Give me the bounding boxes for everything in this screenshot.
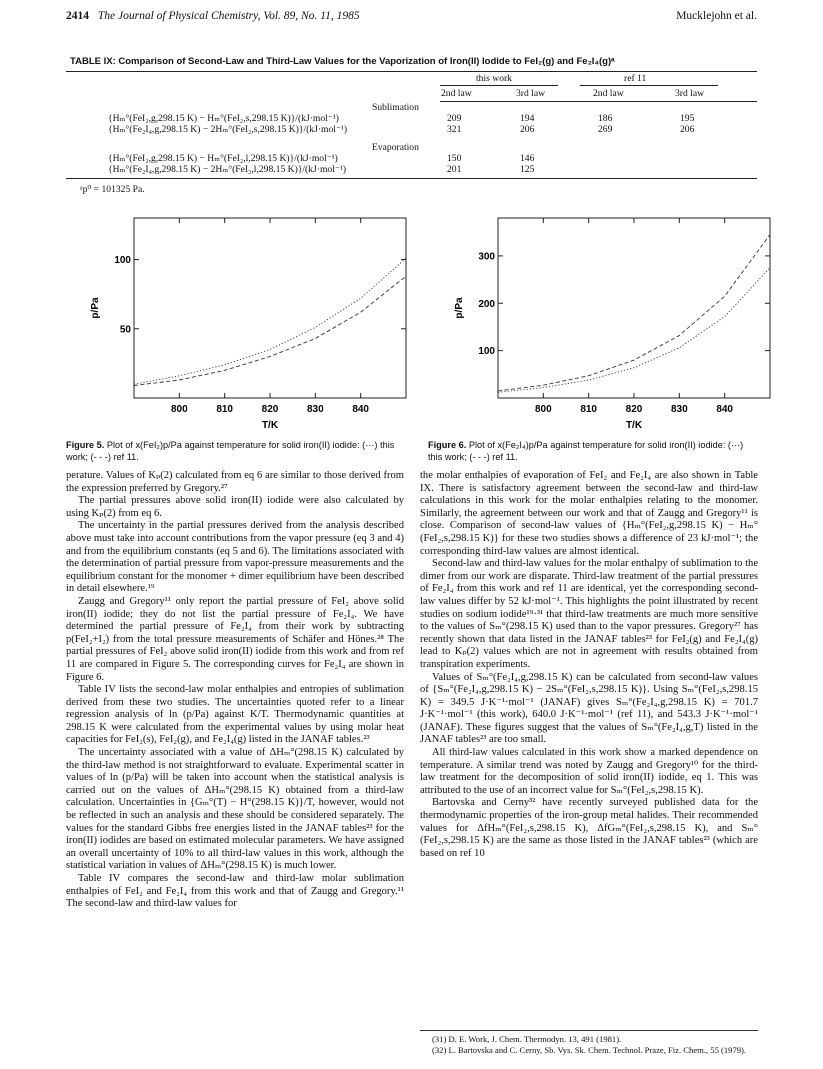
- col-header: 3rd law: [675, 88, 705, 99]
- y-tick-label: 300: [478, 251, 495, 263]
- row-label: {Hₘ°(FeI₂,g,298.15 K) − Hₘ°(FeI₂,s,298.15 K)}/(kJ·mol⁻¹): [108, 113, 339, 124]
- figure-5-caption: [66, 440, 411, 463]
- paragraph: The uncertainty in the partial pressures derived from the analysis described above must take into account contributions from the vapor pressure (eq 3 and 4) and from the equilibrium constants (eq 5 and 6). The limitations associated with the determination of partial pressure from vapor-pressure measurements and the equilibrium constant for the monomer + dimer equilibrium have been described in detail elsewhere.¹⁹: [66, 520, 404, 595]
- table-cell: 209: [447, 113, 462, 124]
- x-tick-label: 810: [216, 404, 234, 415]
- table-bottom-rule: [66, 178, 757, 179]
- x-tick-label: 800: [534, 404, 552, 415]
- row-label: {Hₘ°(FeI₂,g,298.15 K) − Hₘ°(FeI₂,l,298.15 K)}/(kJ·mol⁻¹): [108, 153, 338, 164]
- group-header-ref-11: ref 11: [624, 73, 647, 84]
- paragraph: Bartovska and Cerny³² have recently surveyed published data for the thermodynamic properties of the iron-group metal halides. Their recommended values for ΔfHₘ°(FeI₂,s,298.15 K), ΔfGₘ°(FeI₂,s,298.15 K), and Sₘ°(FeI₂,s,298.15 K) are the same as those listed in the JANAF tables²³ (which are based on ref 10: [420, 797, 758, 859]
- left-column: [66, 470, 404, 911]
- paragraph: Zaugg and Gregory¹¹ only report the partial pressure of FeI₂ above solid iron(II) iodide; they do not list the partial pressure of Fe₂I₄. We have determined the partial pressure of Fe₂I₄ from their work by subtracting p(FeI₂+I₂) from the total pressure measurements of Schäfer and Hönes.²⁸ The partial pressures of FeI₂ above solid iron(II) iodide from this work and from ref 11 are compared in Figure 5. The corresponding curves for Fe₂I₄ are shown in Figure 6.: [66, 595, 404, 683]
- journal-citation: The Journal of Physical Chemistry, Vol. 89, No. 11, 1985: [97, 10, 360, 22]
- y-tick-label: 100: [478, 346, 495, 358]
- section-label-sublimation: Sublimation: [372, 102, 419, 113]
- table-cell: 321: [447, 124, 462, 135]
- x-axis-label: T/K: [261, 420, 279, 431]
- figure-6-label: Figure 6.: [428, 440, 467, 450]
- table-footnote: ᵃp⁰ = 101325 Pa.: [80, 184, 145, 195]
- x-tick-label: 800: [170, 404, 188, 415]
- figure-5-chart: [76, 210, 416, 440]
- x-tick-label: 840: [352, 404, 370, 415]
- x-tick-label: 830: [670, 404, 688, 415]
- y-axis-label: p/Pa: [90, 297, 101, 319]
- y-axis-label: p/Pa: [454, 297, 465, 319]
- series-line-this-work: [498, 268, 770, 393]
- series-line-this-work: [134, 258, 406, 384]
- paragraph: The partial pressures above solid iron(II) iodide were also calculated by using Kₚ(2) from eq 6.: [66, 495, 404, 519]
- group-header-this-work: this work: [476, 73, 512, 84]
- paragraph: Table IV compares the second-law and third-law molar sublimation enthalpies of FeI₂ and Fe₂I₄ from this work and that of Zaugg and Gregory.¹¹ The second-law and third-law values for: [66, 873, 404, 910]
- table-cell: 125: [520, 164, 535, 175]
- table-cell: 206: [520, 124, 535, 135]
- figure-5-label: Figure 5.: [66, 440, 105, 450]
- col-header: 2nd law: [593, 88, 624, 99]
- table-top-rule: [66, 71, 757, 72]
- x-tick-label: 840: [716, 404, 734, 415]
- series-line-ref-11: [134, 276, 406, 385]
- x-tick-label: 830: [306, 404, 324, 415]
- table-title: TABLE IX: Comparison of Second-Law and Third-Law Values for the Vaporization of Iron(II) Iodide to FeI₂(g) and Fe₂I₄(g)ᵃ: [70, 56, 615, 67]
- paragraph: Second-law and third-law values for the molar enthalpy of sublimation to the dimer from our work are disparate. Third-law treatment of the partial pressures of Fe₂I₄ from this work and ref 11 are identical, yet the corresponding second-law values differ by 52 kJ·mol⁻¹. This highlights the point illustrated by recent studies on sodium iodide¹⁹·³¹ that third-law treatments are much more sensitive to the values of Sₘ°(298.15 K) used than to the vapor pressures. Gregory²⁷ has recently shown that data listed in the JANAF tables²³ for FeI₂(g) and Fe₂I₄(g) lead to Kₚ(2) values which are not in agreement with results obtained from transpiration experiments.: [420, 558, 758, 670]
- footnote: (31) D. E. Work, J. Chem. Thermodyn. 13, 491 (1981).: [432, 1034, 622, 1044]
- table-cell: 201: [447, 164, 462, 175]
- footnotes: [432, 1034, 758, 1056]
- section-label-evaporation: Evaporation: [372, 142, 419, 153]
- footnote-rule: [420, 1030, 758, 1031]
- figure-5-caption-text: Plot of x(FeI₂)p/Pa against temperature for solid iron(II) iodide: (···) this work; (- - -) ref 11.: [66, 440, 395, 462]
- figure-6-caption: [428, 440, 758, 463]
- plot-frame: [498, 218, 770, 398]
- figure-6-caption-text: Plot of x(Fe₂I₄)p/Pa against temperature for solid iron(II) iodide: (···) this work; (- - -) ref 11.: [428, 440, 744, 462]
- x-axis-label: T/K: [625, 420, 643, 431]
- table-cell: 195: [680, 113, 695, 124]
- y-tick-label: 50: [119, 324, 131, 336]
- table-cell: 269: [598, 124, 613, 135]
- table-cell: 146: [520, 153, 535, 164]
- row-label: {Hₘ°(Fe₂I₄,g,298.15 K) − 2Hₘ°(FeI₂,l,298.15 K)}/(kJ·mol⁻¹): [108, 164, 347, 175]
- paragraph: Table IV lists the second-law molar enthalpies and entropies of sublimation derived from these two studies. The uncertainties quoted refer to a linear regression analysis of ln (p/Pa) against K/T. Thermodynamic quantities at 298.15 K were calculated from the experimental values by using molar heat capacities for FeI₂(s), FeI₂(g), and Fe₂I₄(g) listed in the JANAF tables.²³: [66, 684, 404, 746]
- header-rule: [440, 101, 757, 102]
- running-authors: Mucklejohn et al.: [676, 10, 757, 22]
- paragraph: The uncertainty associated with a value of ΔHₘ°(298.15 K) calculated by the third-law method is not straightforward to evaluate. Experimental scatter in values of ln (p/Pa) will be taken into account when the statistical analysis is carried out on the values of ΔHₘ°(298.15 K) obtained from a third-law calculation. Uncertainties in {Gₘ°(T) − H°(298.15 K)}/T, however, would not be reflected in such an analysis and these should be considered separately. The values for the standard Gibbs free energies listed in the JANAF tables²³ for the iron(II) iodides are based on estimated molecular parameters. We have assigned an overall uncertainty of 10% to all third-law values in this work, although the statistical variation in values of ΔHₘ°(298.15 K) is much lower.: [66, 747, 404, 872]
- footnote: (32) L. Bartovska and C. Cerny, Sb. Vys. Sk. Chem. Technol. Praze, Fiz. Chem., 55 (1979).: [432, 1045, 747, 1055]
- y-tick-label: 100: [114, 255, 131, 267]
- y-tick-label: 200: [478, 298, 495, 310]
- paragraph: All third-law values calculated in this work show a marked dependence on temperature. A similar trend was noted by Zaugg and Gregory¹⁰ for the third-law treatment for the decomposition of solid iron(II) iodide, eq 1. This was attributed to the use of an incorrect value for Sₘ°(FeI₂,s,298.15 K).: [420, 747, 758, 796]
- row-label: {Hₘ°(Fe₂I₄,g,298.15 K) − 2Hₘ°(FeI₂,s,298.15 K)}/(kJ·mol⁻¹): [108, 124, 348, 135]
- page-number: 2414: [66, 10, 89, 22]
- table-cell: 150: [447, 153, 462, 164]
- x-tick-label: 820: [625, 404, 643, 415]
- x-tick-label: 820: [261, 404, 279, 415]
- group-rule-this-work: [440, 85, 558, 86]
- paragraph: the molar enthalpies of evaporation of FeI₂ and Fe₂I₄ are also shown in Table IX. There is satisfactory agreement between the second-law and third-law calculations in this work for the molar enthalpies relating to the monomer. Similarly, the agreement between our work and that of Zaugg and Gregory¹¹ is close. Comparison of second-law values of {Hₘ°(FeI₂,g,298.15 K) − Hₘ°(FeI₂,s,298.15 K)} for these two studies shows a difference of 23 kJ·mol⁻¹; the corresponding third-law values are almost identical.: [420, 470, 758, 557]
- x-tick-label: 810: [580, 404, 598, 415]
- col-header: 2nd law: [441, 88, 472, 99]
- col-header: 3rd law: [516, 88, 546, 99]
- table-cell: 206: [680, 124, 695, 135]
- right-column: [420, 470, 758, 860]
- figure-6-chart: [440, 210, 780, 440]
- paragraph: Values of Sₘ°(Fe₂I₄,g,298.15 K) can be calculated from second-law values of {Sₘ°(Fe₂I₄,g,298.15 K) − 2Sₘ°(FeI₂,s,298.15 K)}. Using Sₘ°(FeI₂,s,298.15 K) = 349.5 J·K⁻¹·mol⁻¹ (JANAF) gives Sₘ°(Fe₂I₄,g,298.15 K) = 701.7 J·K⁻¹·mol⁻¹ (this work), 640.0 J·K⁻¹·mol⁻¹ (ref 11), and 543.3 J·K⁻¹·mol⁻¹ (JANAF). These figures suggest that the values of Sₘ°(Fe₂I₄,g,T) listed in the JANAF tables²³ are too small.: [420, 671, 758, 746]
- paragraph: perature. Values of Kₚ(2) calculated from eq 6 are similar to those derived from the expression preferred by Gregory.²⁷: [66, 470, 404, 494]
- group-rule-ref-11: [580, 85, 718, 86]
- table-cell: 194: [520, 113, 535, 124]
- plot-frame: [134, 218, 406, 398]
- running-header: [66, 10, 757, 30]
- table-cell: 186: [598, 113, 613, 124]
